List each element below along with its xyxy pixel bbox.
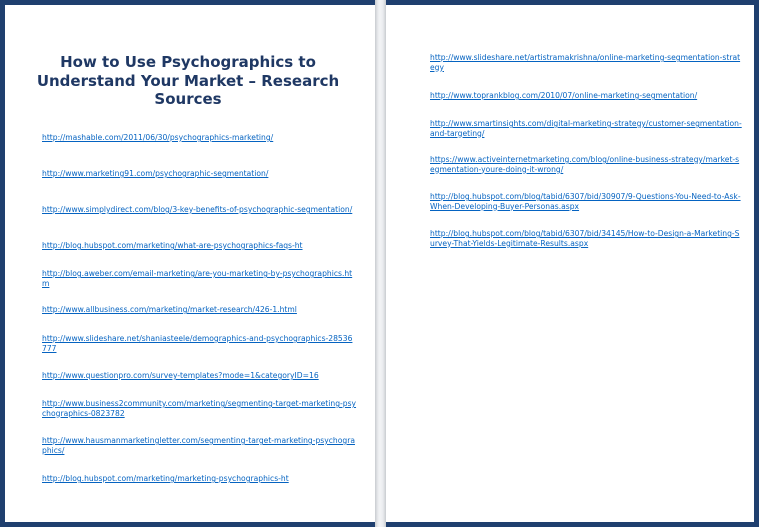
source-link[interactable]: http://www.hausmanmarketingletter.com/segmenting-target-marketing-psychographics/ [42, 436, 355, 455]
list-item [42, 133, 273, 143]
source-link[interactable]: http://www.toprankblog.com/2010/07/online-marketing-segmentation/ [430, 91, 698, 100]
document-title: How to Use Psychographics to Understand Your Market – Research Sources [36, 53, 340, 108]
source-link[interactable]: http://blog.hubspot.com/marketing/marketing-psychographics-ht [42, 474, 289, 483]
list-item [42, 436, 357, 455]
source-link[interactable]: http://mashable.com/2011/06/30/psychographics-marketing/ [42, 133, 274, 142]
list-item [430, 229, 742, 248]
source-link[interactable]: http://www.simplydirect.com/blog/3-key-benefits-of-psychographic-segmentation/ [42, 205, 353, 214]
list-item [42, 269, 357, 288]
source-link[interactable]: http://blog.hubspot.com/blog/tabid/6307/bid/34145/How-to-Design-a-Marketing-Survey-That-Yields-Legitimate-Results.aspx [430, 229, 740, 248]
list-item [42, 241, 303, 251]
list-item [430, 192, 742, 211]
document-page-right [386, 5, 754, 522]
list-item [42, 205, 352, 215]
source-link[interactable]: http://www.allbusiness.com/marketing/market-research/426-1.html [42, 305, 297, 314]
source-link[interactable]: http://blog.aweber.com/email-marketing/are-you-marketing-by-psychographics.htm [42, 269, 353, 288]
list-item [430, 53, 742, 72]
source-link[interactable]: https://www.activeinternetmarketing.com/blog/online-business-strategy/market-segmentation-youre-doing-it-wrong/ [430, 155, 740, 174]
list-item [42, 334, 357, 353]
list-item [42, 371, 319, 381]
list-item [430, 119, 742, 138]
list-item [42, 305, 297, 315]
list-item [430, 155, 742, 174]
source-link[interactable]: http://www.smartinsights.com/digital-marketing-strategy/customer-segmentation-and-targeting/ [430, 119, 742, 138]
source-link[interactable]: http://www.slideshare.net/artistramakrishna/online-marketing-segmentation-strategy [430, 53, 741, 72]
list-item [42, 399, 357, 418]
list-item [430, 91, 697, 101]
source-link[interactable]: http://www.marketing91.com/psychographic-segmentation/ [42, 169, 269, 178]
page-gutter [375, 0, 386, 527]
list-item [42, 474, 289, 484]
source-link[interactable]: http://www.business2community.com/marketing/segmenting-target-marketing-psychographics-0823782 [42, 399, 357, 418]
source-link[interactable]: http://www.slideshare.net/shaniasteele/demographics-and-psychographics-28536777 [42, 334, 353, 353]
source-link[interactable]: http://blog.hubspot.com/blog/tabid/6307/bid/30907/9-Questions-You-Need-to-Ask-When-Developing-Buyer-Personas.aspx [430, 192, 741, 211]
document-page-left [5, 5, 375, 522]
list-item [42, 169, 268, 179]
source-link[interactable]: http://www.questionpro.com/survey-templates?mode=1&categoryID=16 [42, 371, 319, 380]
source-link[interactable]: http://blog.hubspot.com/marketing/what-are-psychographics-faqs-ht [42, 241, 303, 250]
